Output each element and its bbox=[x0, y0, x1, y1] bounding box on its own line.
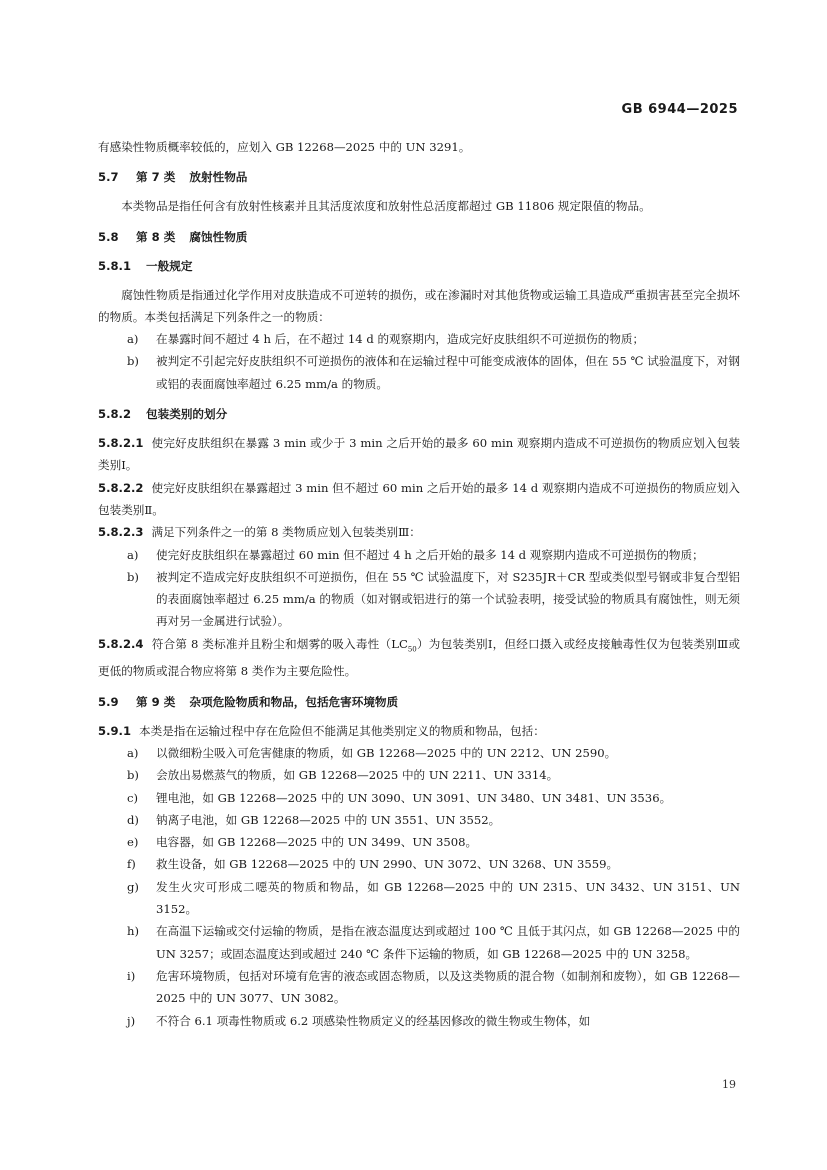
list-item bbox=[98, 566, 740, 633]
section-title: 一般规定 bbox=[146, 258, 193, 273]
list-item bbox=[98, 965, 740, 1010]
list-text: 救生设备，如 GB 12268—2025 中的 UN 2990、UN 3072、UN 3268、UN 3559。 bbox=[156, 857, 619, 872]
section-number: 5.8.2 bbox=[98, 407, 132, 422]
section-5-9-heading bbox=[98, 692, 740, 712]
list-marker: e) bbox=[127, 835, 139, 850]
clause-number: 5.9.1 bbox=[98, 723, 132, 738]
list-text: 电容器，如 GB 12268—2025 中的 UN 3499、UN 3508。 bbox=[156, 835, 478, 850]
section-category: 第 7 类 bbox=[136, 170, 176, 185]
section-category: 第 9 类 bbox=[136, 694, 176, 709]
page-content bbox=[98, 136, 740, 1032]
list-item bbox=[98, 809, 740, 831]
clause-text: 满足下列条件之一的第 8 类物质应划入包装类别Ⅲ： bbox=[151, 525, 421, 540]
section-category: 第 8 类 bbox=[136, 229, 176, 244]
lc-subscript: 50 bbox=[407, 645, 417, 654]
list-marker: b) bbox=[127, 768, 139, 783]
list-item bbox=[98, 853, 740, 875]
list-item bbox=[98, 544, 740, 566]
list-marker: a) bbox=[127, 745, 139, 760]
list-text: 发生火灾可形成二噁英的物质和物品，如 GB 12268—2025 中的 UN 2315、UN 3432、UN 3151、UN 3152。 bbox=[156, 879, 740, 917]
list-text: 以微细粉尘吸入可危害健康的物质，如 GB 12268—2025 中的 UN 2212、UN 2590。 bbox=[156, 745, 617, 760]
list-item bbox=[98, 920, 740, 965]
list-item bbox=[98, 328, 740, 350]
list-item bbox=[98, 764, 740, 786]
intro-line: 有感染性物质概率较低的，应划入 GB 12268—2025 中的 UN 3291。 bbox=[98, 140, 471, 154]
clause-number: 5.8.2.2 bbox=[98, 480, 144, 495]
clause-5-8-2-3 bbox=[98, 521, 740, 543]
section-title: 包装类别的划分 bbox=[146, 407, 228, 422]
list-item bbox=[98, 876, 740, 921]
clause-5-8-2-2 bbox=[98, 477, 740, 522]
section-number: 5.8.1 bbox=[98, 258, 132, 273]
clause-text: 符合第 8 类标准并且粉尘和烟雾的吸入毒性（LC bbox=[151, 636, 408, 651]
clause-5-8-2-4 bbox=[98, 633, 740, 683]
section-5-7-body: 本类物品是指任何含有放射性核素并且其活度浓度和放射性总活度都超过 GB 11806 规定限值的物品。 bbox=[121, 199, 651, 214]
list-marker: f) bbox=[127, 857, 136, 872]
list-marker: i) bbox=[127, 968, 136, 983]
list-item bbox=[98, 787, 740, 809]
clause-text: 使完好皮肤组织在暴露 3 min 或少于 3 min 之后开始的最多 60 min 观察期内造成不可逆损伤的物质应划入包装类别Ⅰ。 bbox=[98, 436, 740, 473]
clause-text: 使完好皮肤组织在暴露超过 3 min 但不超过 60 min 之后开始的最多 14 d 观察期内造成不可逆损伤的物质应划入包装类别Ⅱ。 bbox=[98, 480, 740, 517]
section-title: 杂项危险物质和物品，包括危害环境物质 bbox=[189, 694, 399, 709]
list-text: 锂电池，如 GB 12268—2025 中的 UN 3090、UN 3091、UN 3480、UN 3481、UN 3536。 bbox=[156, 790, 672, 805]
list-marker: d) bbox=[127, 812, 139, 827]
list-marker: a) bbox=[127, 547, 139, 562]
section-number: 5.9 bbox=[98, 694, 119, 709]
list-marker: b) bbox=[127, 354, 139, 369]
clause-text: 本类是指在运输过程中存在危险但不能满足其他类别定义的物质和物品，包括： bbox=[139, 723, 545, 738]
standard-code: GB 6944—2025 bbox=[621, 102, 738, 117]
list-text: 被判定不引起完好皮肤组织不可逆损伤的液体和在运输过程中可能变成液体的固体，但在 55 ℃ 试验温度下，对钢或铝的表面腐蚀率超过 6.25 mm/a 的物质。 bbox=[156, 354, 740, 391]
list-item bbox=[98, 350, 740, 395]
clause-text-cont: ）为包装类别Ⅰ，但经口摄入或经皮接触毒性仅为包装类别Ⅲ或更低的物质或混合物应将第 8 类作为主要危险性。 bbox=[98, 636, 740, 679]
list-text: 使完好皮肤组织在暴露超过 60 min 但不超过 4 h 之后开始的最多 14 d 观察期内造成不可逆损伤的物质； bbox=[156, 547, 704, 562]
section-5-8-heading bbox=[98, 227, 740, 247]
section-title: 腐蚀性物质 bbox=[189, 229, 248, 244]
section-number: 5.7 bbox=[98, 170, 119, 185]
list-item bbox=[98, 1010, 740, 1032]
section-title: 放射性物品 bbox=[189, 170, 248, 185]
page-number: 19 bbox=[722, 1078, 736, 1091]
list-marker: a) bbox=[127, 332, 139, 347]
clause-5-9-1 bbox=[98, 720, 740, 742]
section-number: 5.8 bbox=[98, 229, 119, 244]
list-marker: c) bbox=[127, 790, 139, 805]
list-text: 在高温下运输或交付运输的物质，是指在液态温度达到或超过 100 ℃ 且低于其闪点，如 GB 12268—2025 中的 UN 3257；或固态温度达到或超过 240 ℃ 条件下运输的物质，如 GB 12268—2025 中的 UN 3258。 bbox=[156, 924, 740, 961]
list-marker: j) bbox=[127, 1013, 136, 1028]
list-text: 会放出易燃蒸气的物质，如 GB 12268—2025 中的 UN 2211、UN 3314。 bbox=[156, 768, 559, 783]
clause-5-8-2-1 bbox=[98, 432, 740, 477]
section-5-7-heading bbox=[98, 167, 740, 187]
list-item bbox=[98, 831, 740, 853]
list-text: 不符合 6.1 项毒性物质或 6.2 项感染性物质定义的经基因修改的微生物或生物体，如 bbox=[156, 1013, 591, 1028]
clause-number: 5.8.2.4 bbox=[98, 636, 144, 651]
list-text: 危害环境物质，包括对环境有危害的液态或固态物质，以及这类物质的混合物（如制剂和废物），如 GB 12268—2025 中的 UN 3077、UN 3082。 bbox=[156, 968, 740, 1006]
clause-number: 5.8.2.3 bbox=[98, 525, 144, 540]
list-item bbox=[98, 742, 740, 764]
section-5-8-1-heading bbox=[98, 256, 740, 276]
list-marker: b) bbox=[127, 569, 139, 584]
clause-number: 5.8.2.1 bbox=[98, 436, 144, 451]
list-marker: h) bbox=[127, 924, 139, 939]
list-text: 被判定不造成完好皮肤组织不可逆损伤，但在 55 ℃ 试验温度下，对 S235JR＋CR 型或类似型号钢或非复合型铝的表面腐蚀率超过 6.25 mm/a 的物质（如对钢或铝进行的第一个试验表明，接受试验的物质具有腐蚀性，则无须再对另一金属进行试验）。 bbox=[156, 569, 740, 629]
list-text: 在暴露时间不超过 4 h 后，在不超过 14 d 的观察期内，造成完好皮肤组织不可逆损伤的物质； bbox=[156, 332, 645, 347]
section-5-8-2-heading bbox=[98, 404, 740, 424]
section-5-8-1-body: 腐蚀性物质是指通过化学作用对皮肤造成不可逆转的损伤，或在渗漏时对其他货物或运输工具造成严重损害甚至完全损坏的物质。本类包括满足下列条件之一的物质： bbox=[98, 287, 740, 324]
list-text: 钠离子电池，如 GB 12268—2025 中的 UN 3551、UN 3552。 bbox=[156, 812, 501, 827]
list-marker: g) bbox=[127, 879, 139, 894]
